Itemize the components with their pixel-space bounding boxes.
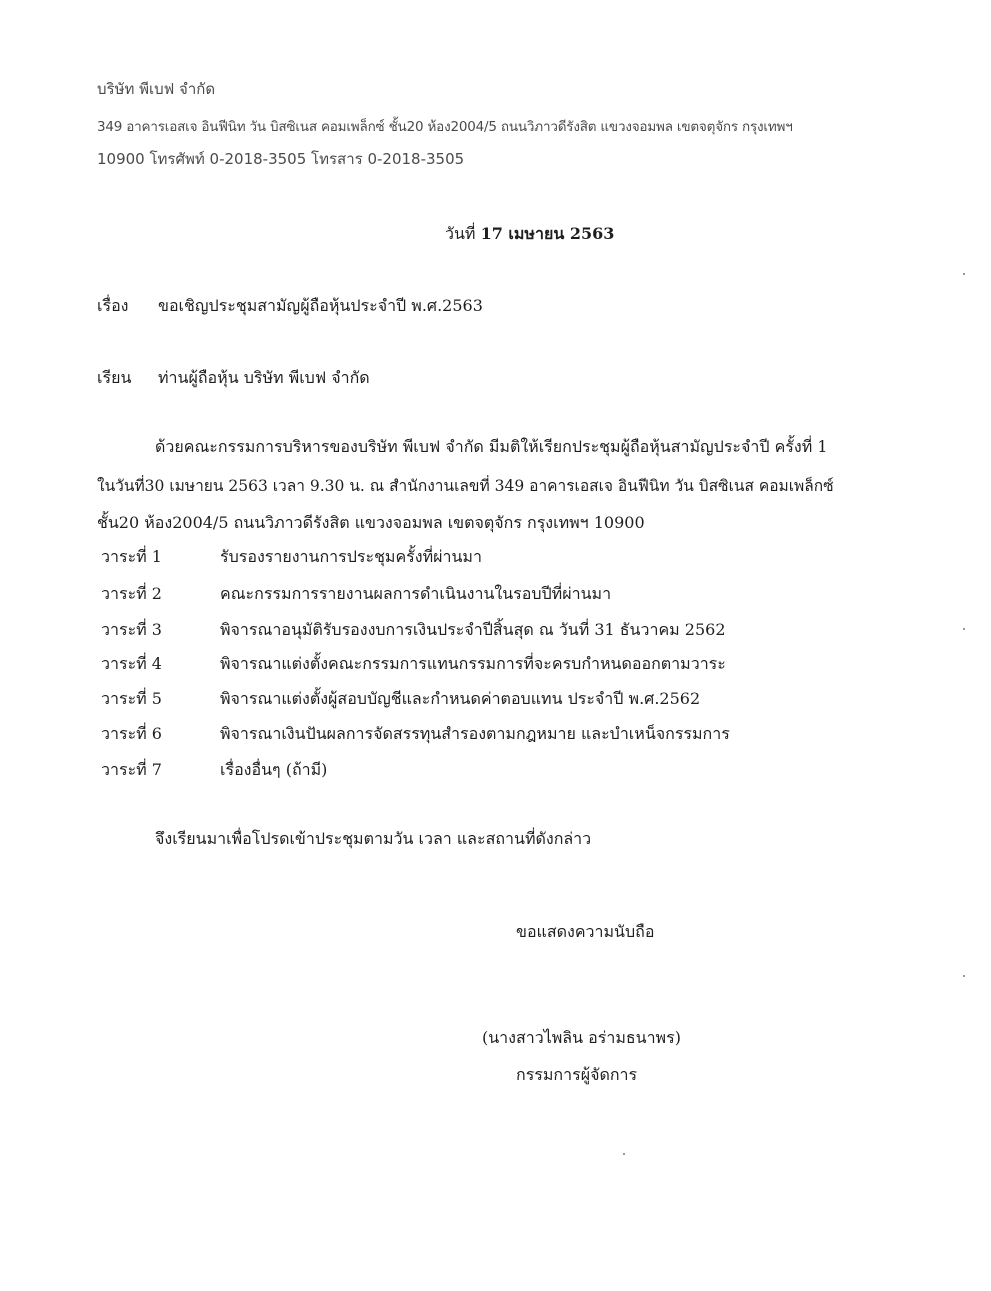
agenda-number: วาระที่ 2 — [101, 584, 162, 603]
company-name: บริษัท พีเบฟ จำกัด — [97, 80, 216, 98]
company-address: 349 อาคารเอสเจ อินฟีนิท วัน บิสซิเนส คอมเพล็กซ์ ชั้น20 ห้อง2004/5 ถนนวิภาวดีรังสิต แขวงจอมพล เขตจตุจักร กรุงเทพฯ — [97, 119, 793, 135]
subject-label: เรื่อง — [97, 296, 129, 315]
recipient-text: ท่านผู้ถือหุ้น บริษัท พีเบฟ จำกัด — [158, 368, 370, 387]
agenda-number: วาระที่ 5 — [101, 689, 162, 708]
letter-date — [445, 224, 614, 244]
date-label: วันที่ — [445, 224, 476, 243]
agenda-text: เรื่องอื่นๆ (ถ้ามี) — [220, 760, 328, 779]
subject-text: ขอเชิญประชุมสามัญผู้ถือหุ้นประจำปี พ.ศ.2563 — [158, 296, 483, 315]
body-line-3: ชั้น20 ห้อง2004/5 ถนนวิภาวดีรังสิต แขวงจอมพล เขตจตุจักร กรุงเทพฯ 10900 — [97, 513, 645, 532]
agenda-number: วาระที่ 7 — [101, 760, 162, 779]
scan-speck — [963, 273, 965, 275]
signatory-name: (นางสาวไพลิน อร่ามธนาพร) — [482, 1028, 681, 1047]
signatory-title: กรรมการผู้จัดการ — [516, 1065, 638, 1084]
date-value: 17 เมษายน 2563 — [480, 224, 615, 243]
scan-speck — [963, 975, 965, 977]
body-line-1: ด้วยคณะกรรมการบริหารของบริษัท พีเบฟ จำกัด มีมติให้เรียกประชุมผู้ถือหุ้นสามัญประจำปี ครั้งที่ 1 — [155, 437, 828, 456]
agenda-text: คณะกรรมการรายงานผลการดำเนินงานในรอบปีที่ผ่านมา — [220, 584, 612, 603]
agenda-number: วาระที่ 6 — [101, 724, 162, 743]
agenda-number: วาระที่ 3 — [101, 620, 162, 639]
agenda-text: รับรองรายงานการประชุมครั้งที่ผ่านมา — [220, 547, 482, 566]
company-contact: 10900 โทรศัพท์ 0-2018-3505 โทรสาร 0-2018-3505 — [97, 150, 465, 168]
closing-regards: ขอแสดงความนับถือ — [516, 922, 655, 941]
agenda-text: พิจารณาแต่งตั้งคณะกรรมการแทนกรรมการที่จะครบกำหนดออกตามวาระ — [220, 654, 726, 673]
scan-speck — [623, 1153, 625, 1155]
closing-invitation: จึงเรียนมาเพื่อโปรดเข้าประชุมตามวัน เวลา และสถานที่ดังกล่าว — [155, 829, 592, 848]
scan-speck — [963, 628, 965, 630]
agenda-number: วาระที่ 4 — [101, 654, 162, 673]
body-line-2: ในวันที่30 เมษายน 2563 เวลา 9.30 น. ณ สำนักงานเลขที่ 349 อาคารเอสเจ อินฟีนิท วัน บิสซิเนส คอมเพล็กซ์ — [97, 477, 834, 495]
agenda-text: พิจารณาเงินปันผลการจัดสรรทุนสำรองตามกฎหมาย และบำเหน็จกรรมการ — [220, 724, 730, 743]
agenda-text: พิจารณาอนุมัติรับรองงบการเงินประจำปีสิ้นสุด ณ วันที่ 31 ธันวาคม 2562 — [220, 620, 726, 639]
agenda-text: พิจารณาแต่งตั้งผู้สอบบัญชีและกำหนดค่าตอบแทน ประจำปี พ.ศ.2562 — [220, 689, 701, 708]
agenda-number: วาระที่ 1 — [101, 547, 162, 566]
recipient-label: เรียน — [97, 368, 132, 387]
